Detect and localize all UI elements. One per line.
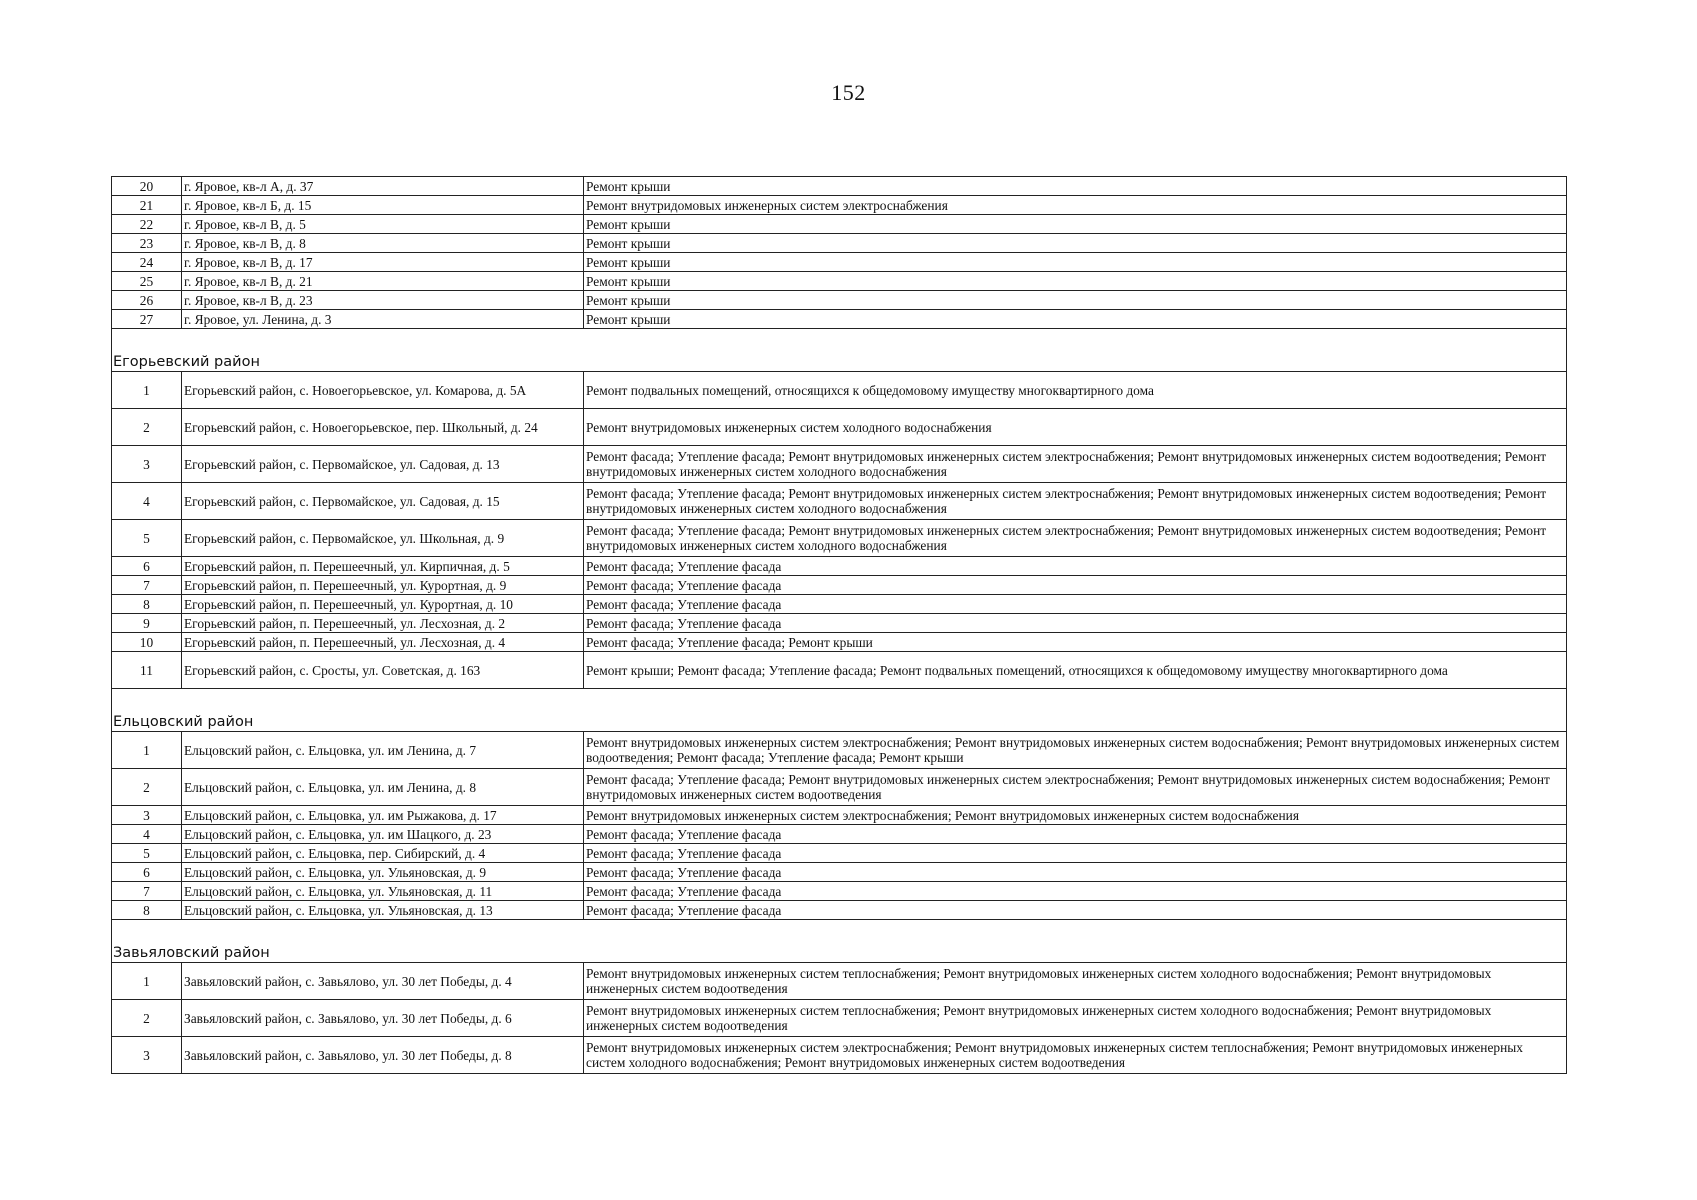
row-works: Ремонт фасада; Утепление фасада [584,901,1567,920]
row-address: Ельцовский район, с. Ельцовка, ул. им Рыжакова, д. 17 [182,806,584,825]
row-address: г. Яровое, кв-л Б, д. 15 [182,196,584,215]
section-heading-row [112,920,1567,963]
row-number: 8 [112,901,182,920]
page-number: 152 [831,80,866,105]
row-address: Ельцовский район, с. Ельцовка, ул. им Ленина, д. 8 [182,769,584,806]
row-works: Ремонт внутридомовых инженерных систем электроснабжения; Ремонт внутридомовых инженерных систем водоснабжения; Ремонт внутридомовых инженерных систем водоотведения; Ремонт фасада; Утепление фасада; Ремонт крыши [584,732,1567,769]
row-number: 5 [112,520,182,557]
row-works: Ремонт крыши [584,253,1567,272]
row-address: Егорьевский район, п. Перешеечный, ул. Кирпичная, д. 5 [182,557,584,576]
row-address: Завьяловский район, с. Завьялово, ул. 30 лет Победы, д. 4 [182,963,584,1000]
row-works: Ремонт крыши [584,310,1567,329]
table-row [112,291,1567,310]
table-row [112,901,1567,920]
section-heading-row [112,329,1567,372]
row-number: 8 [112,595,182,614]
section-heading-row [112,689,1567,732]
row-works: Ремонт крыши [584,177,1567,196]
table-row [112,825,1567,844]
row-address: г. Яровое, кв-л В, д. 17 [182,253,584,272]
table-row [112,614,1567,633]
row-number: 6 [112,863,182,882]
table-row [112,234,1567,253]
row-address: г. Яровое, кв-л В, д. 5 [182,215,584,234]
row-address: Егорьевский район, п. Перешеечный, ул. Курортная, д. 9 [182,576,584,595]
row-address: Ельцовский район, с. Ельцовка, пер. Сибирский, д. 4 [182,844,584,863]
row-address: г. Яровое, кв-л А, д. 37 [182,177,584,196]
row-number: 2 [112,409,182,446]
row-address: г. Яровое, кв-л В, д. 8 [182,234,584,253]
row-number: 24 [112,253,182,272]
row-address: г. Яровое, кв-л В, д. 23 [182,291,584,310]
row-number: 10 [112,633,182,652]
row-number: 1 [112,963,182,1000]
row-number: 27 [112,310,182,329]
row-address: Ельцовский район, с. Ельцовка, ул. Ульяновская, д. 13 [182,901,584,920]
table-row [112,196,1567,215]
row-works: Ремонт фасада; Утепление фасада [584,595,1567,614]
row-number: 1 [112,372,182,409]
table-row [112,557,1567,576]
row-works: Ремонт фасада; Утепление фасада [584,844,1567,863]
district-heading: Егорьевский район [112,329,1567,372]
table-row [112,253,1567,272]
row-works: Ремонт крыши [584,215,1567,234]
row-works: Ремонт фасада; Утепление фасада [584,882,1567,901]
table-row [112,652,1567,689]
row-number: 4 [112,825,182,844]
table-row [112,863,1567,882]
row-number: 5 [112,844,182,863]
row-works: Ремонт фасада; Утепление фасада; Ремонт внутридомовых инженерных систем электроснабжения; Ремонт внутридомовых инженерных систем водоотведения; Ремонт внутридомовых инженерных систем холодного водоснабжения [584,520,1567,557]
row-address: Егорьевский район, с. Первомайское, ул. Школьная, д. 9 [182,520,584,557]
row-number: 4 [112,483,182,520]
row-number: 26 [112,291,182,310]
table-row [112,633,1567,652]
row-number: 6 [112,557,182,576]
row-address: Завьяловский район, с. Завьялово, ул. 30 лет Победы, д. 6 [182,1000,584,1037]
row-works: Ремонт подвальных помещений, относящихся к общедомовому имуществу многоквартирного дома [584,372,1567,409]
row-number: 22 [112,215,182,234]
row-works: Ремонт крыши; Ремонт фасада; Утепление фасада; Ремонт подвальных помещений, относящихся к общедомовому имуществу многоквартирного дома [584,652,1567,689]
table-row [112,372,1567,409]
table-row [112,732,1567,769]
row-works: Ремонт внутридомовых инженерных систем теплоснабжения; Ремонт внутридомовых инженерных систем холодного водоснабжения; Ремонт внутридомовых инженерных систем водоотведения [584,963,1567,1000]
row-address: Завьяловский район, с. Завьялово, ул. 30 лет Победы, д. 8 [182,1037,584,1074]
row-address: Егорьевский район, с. Новоегорьевское, ул. Комарова, д. 5А [182,372,584,409]
row-number: 21 [112,196,182,215]
row-number: 20 [112,177,182,196]
table-row [112,1037,1567,1074]
row-works: Ремонт крыши [584,291,1567,310]
district-heading: Завьяловский район [112,920,1567,963]
table-row [112,272,1567,291]
row-works: Ремонт фасада; Утепление фасада; Ремонт внутридомовых инженерных систем электроснабжения; Ремонт внутридомовых инженерных систем водоснабжения; Ремонт внутридомовых инженерных систем водоотведения [584,769,1567,806]
row-works: Ремонт внутридомовых инженерных систем теплоснабжения; Ремонт внутридомовых инженерных систем холодного водоснабжения; Ремонт внутридомовых инженерных систем водоотведения [584,1000,1567,1037]
row-number: 25 [112,272,182,291]
table-row [112,409,1567,446]
row-address: Егорьевский район, с. Первомайское, ул. Садовая, д. 13 [182,446,584,483]
row-number: 9 [112,614,182,633]
row-number: 1 [112,732,182,769]
row-works: Ремонт фасада; Утепление фасада; Ремонт крыши [584,633,1567,652]
row-address: г. Яровое, ул. Ленина, д. 3 [182,310,584,329]
table-row [112,177,1567,196]
row-works: Ремонт внутридомовых инженерных систем холодного водоснабжения [584,409,1567,446]
row-number: 7 [112,576,182,595]
table-row [112,310,1567,329]
row-address: Ельцовский район, с. Ельцовка, ул. Ульяновская, д. 11 [182,882,584,901]
row-address: Егорьевский район, п. Перешеечный, ул. Лесхозная, д. 2 [182,614,584,633]
housing-repair-table [111,176,1567,1074]
table-row [112,844,1567,863]
row-works: Ремонт фасада; Утепление фасада [584,614,1567,633]
row-number: 3 [112,1037,182,1074]
row-address: Ельцовский район, с. Ельцовка, ул. им Ленина, д. 7 [182,732,584,769]
row-address: Егорьевский район, с. Новоегорьевское, пер. Школьный, д. 24 [182,409,584,446]
row-address: Егорьевский район, п. Перешеечный, ул. Лесхозная, д. 4 [182,633,584,652]
row-address: Егорьевский район, п. Перешеечный, ул. Курортная, д. 10 [182,595,584,614]
row-address: г. Яровое, кв-л В, д. 21 [182,272,584,291]
table-row [112,595,1567,614]
table-row [112,882,1567,901]
row-works: Ремонт фасада; Утепление фасада [584,557,1567,576]
row-address: Ельцовский район, с. Ельцовка, ул. им Шацкого, д. 23 [182,825,584,844]
row-works: Ремонт крыши [584,234,1567,253]
table-row [112,446,1567,483]
row-works: Ремонт фасада; Утепление фасада; Ремонт внутридомовых инженерных систем электроснабжения; Ремонт внутридомовых инженерных систем водоотведения; Ремонт внутридомовых инженерных систем холодного водоснабжения [584,446,1567,483]
row-number: 23 [112,234,182,253]
row-number: 2 [112,769,182,806]
table-row [112,963,1567,1000]
table-row [112,1000,1567,1037]
row-number: 3 [112,806,182,825]
row-works: Ремонт фасада; Утепление фасада [584,825,1567,844]
table-row [112,483,1567,520]
row-works: Ремонт фасада; Утепление фасада [584,576,1567,595]
row-address: Егорьевский район, с. Первомайское, ул. Садовая, д. 15 [182,483,584,520]
row-works: Ремонт крыши [584,272,1567,291]
row-number: 11 [112,652,182,689]
row-works: Ремонт внутридомовых инженерных систем электроснабжения [584,196,1567,215]
table-row [112,576,1567,595]
table-row [112,520,1567,557]
table-row [112,215,1567,234]
table-row [112,806,1567,825]
row-address: Егорьевский район, с. Сросты, ул. Советская, д. 163 [182,652,584,689]
row-works: Ремонт внутридомовых инженерных систем электроснабжения; Ремонт внутридомовых инженерных систем теплоснабжения; Ремонт внутридомовых инженерных систем холодного водоснабжения; Ремонт внутридомовых инженерных систем водоотведения [584,1037,1567,1074]
row-works: Ремонт внутридомовых инженерных систем электроснабжения; Ремонт внутридомовых инженерных систем водоснабжения [584,806,1567,825]
row-number: 7 [112,882,182,901]
row-address: Ельцовский район, с. Ельцовка, ул. Ульяновская, д. 9 [182,863,584,882]
row-works: Ремонт фасада; Утепление фасада; Ремонт внутридомовых инженерных систем электроснабжения; Ремонт внутридомовых инженерных систем водоотведения; Ремонт внутридомовых инженерных систем холодного водоснабжения [584,483,1567,520]
district-heading: Ельцовский район [112,689,1567,732]
row-number: 2 [112,1000,182,1037]
table-row [112,769,1567,806]
row-works: Ремонт фасада; Утепление фасада [584,863,1567,882]
row-number: 3 [112,446,182,483]
